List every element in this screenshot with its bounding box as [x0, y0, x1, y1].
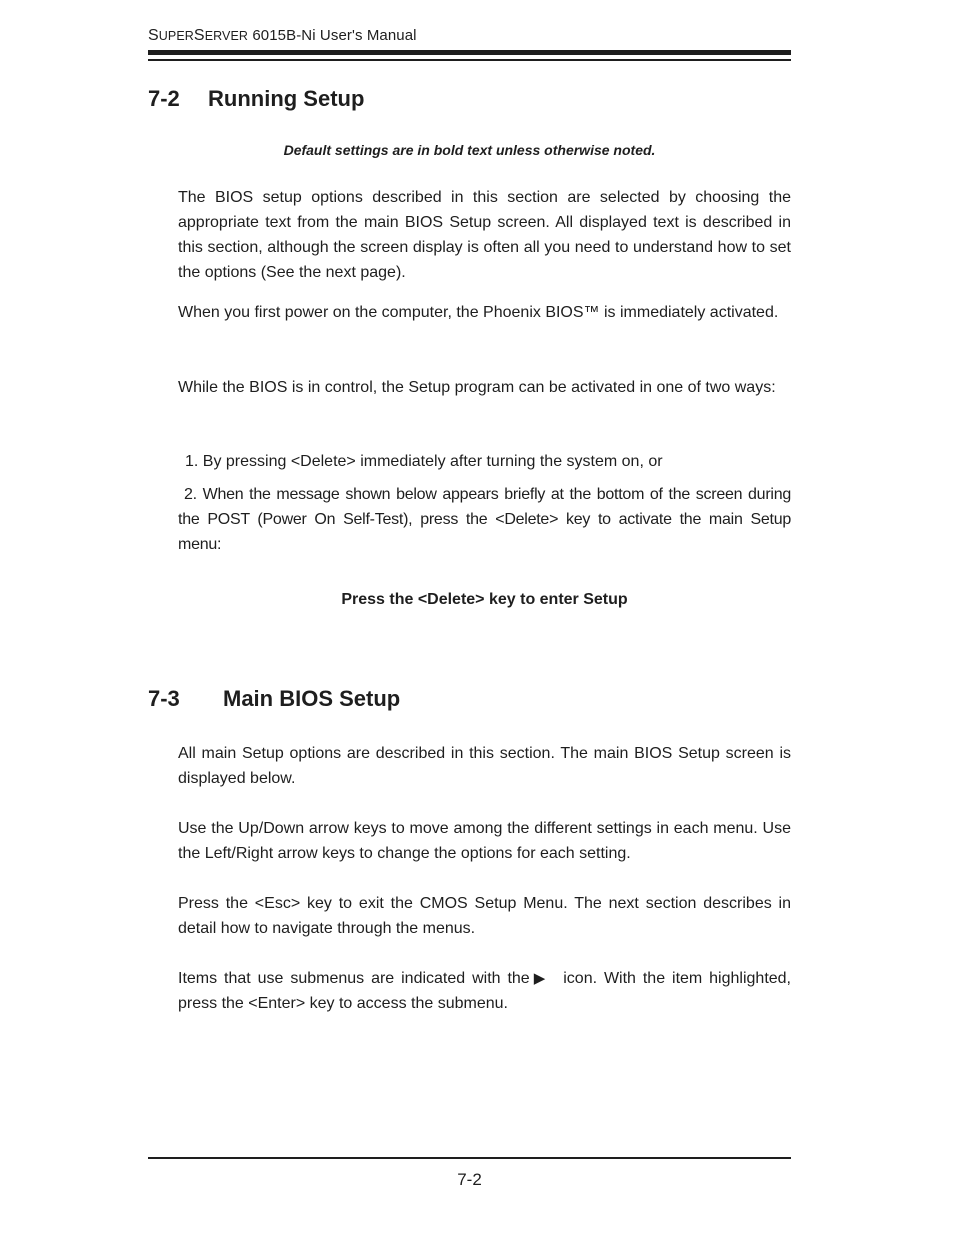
default-settings-note: Default settings are in bold text unless otherwise noted. [283, 142, 656, 158]
footer-rule [148, 1157, 791, 1159]
paragraph-main-setup: All main Setup options are described in this section. The main BIOS Setup screen is displayed below. [178, 745, 791, 787]
paragraph-activation: While the BIOS is in control, the Setup program can be activated in one of two ways: [178, 379, 776, 396]
header-rule-thin [148, 59, 791, 61]
paragraph-power-on: When you first power on the computer, the Phoenix BIOS™ is immediately activated. [178, 304, 779, 321]
submenu-text-b: icon. With the item highlighted, press the <Enter> key to access the submenu. [178, 970, 791, 1012]
page-number: 7-2 [457, 1170, 482, 1189]
paragraph-esc-key: Press the <Esc> key to exit the CMOS Setup Menu. The next section describes in detail how to navigate through the menus. [178, 895, 791, 937]
list-item-2: 2. When the message shown below appears briefly at the bottom of the screen during the POST (Power On Self-Test), press the <Delete> key to activate the main Setup menu: [178, 486, 791, 553]
right-triangle-icon: ▶ [533, 970, 546, 987]
header-rest: 6015B-Ni User's Manual [248, 27, 417, 44]
delete-key-message: Press the <Delete> key to enter Setup [341, 591, 628, 608]
section-title: Running Setup [208, 86, 365, 111]
paragraph-arrow-keys: Use the Up/Down arrow keys to move among the different settings in each menu. Use the Left/Right arrow keys to change the options for each setting. [178, 820, 791, 862]
header-s2: S [193, 27, 205, 44]
section-number: 7-2 [148, 86, 180, 111]
list-item-1: 1. By pressing <Delete> immediately after turning the system on, or [185, 453, 663, 470]
paragraph-submenus [178, 966, 791, 1016]
header-erver: ERVER [204, 29, 249, 43]
submenu-text-a: Items that use submenus are indicated with the [178, 970, 530, 987]
section-title: Main BIOS Setup [223, 686, 401, 711]
header-rule-thick [148, 50, 791, 55]
section-number: 7-3 [148, 686, 180, 711]
header-uper: UPER [158, 29, 194, 43]
header-s1: S [148, 27, 159, 44]
running-header [148, 27, 417, 45]
section-heading-7-3 [148, 686, 400, 712]
section-heading-7-2 [148, 86, 364, 112]
paragraph-bios-options: The BIOS setup options described in this section are selected by choosing the appropriate text from the main BIOS Setup screen. All displayed text is described in this section, although the screen display is often all you need to understand how to set the options (See the next page). [178, 189, 791, 281]
